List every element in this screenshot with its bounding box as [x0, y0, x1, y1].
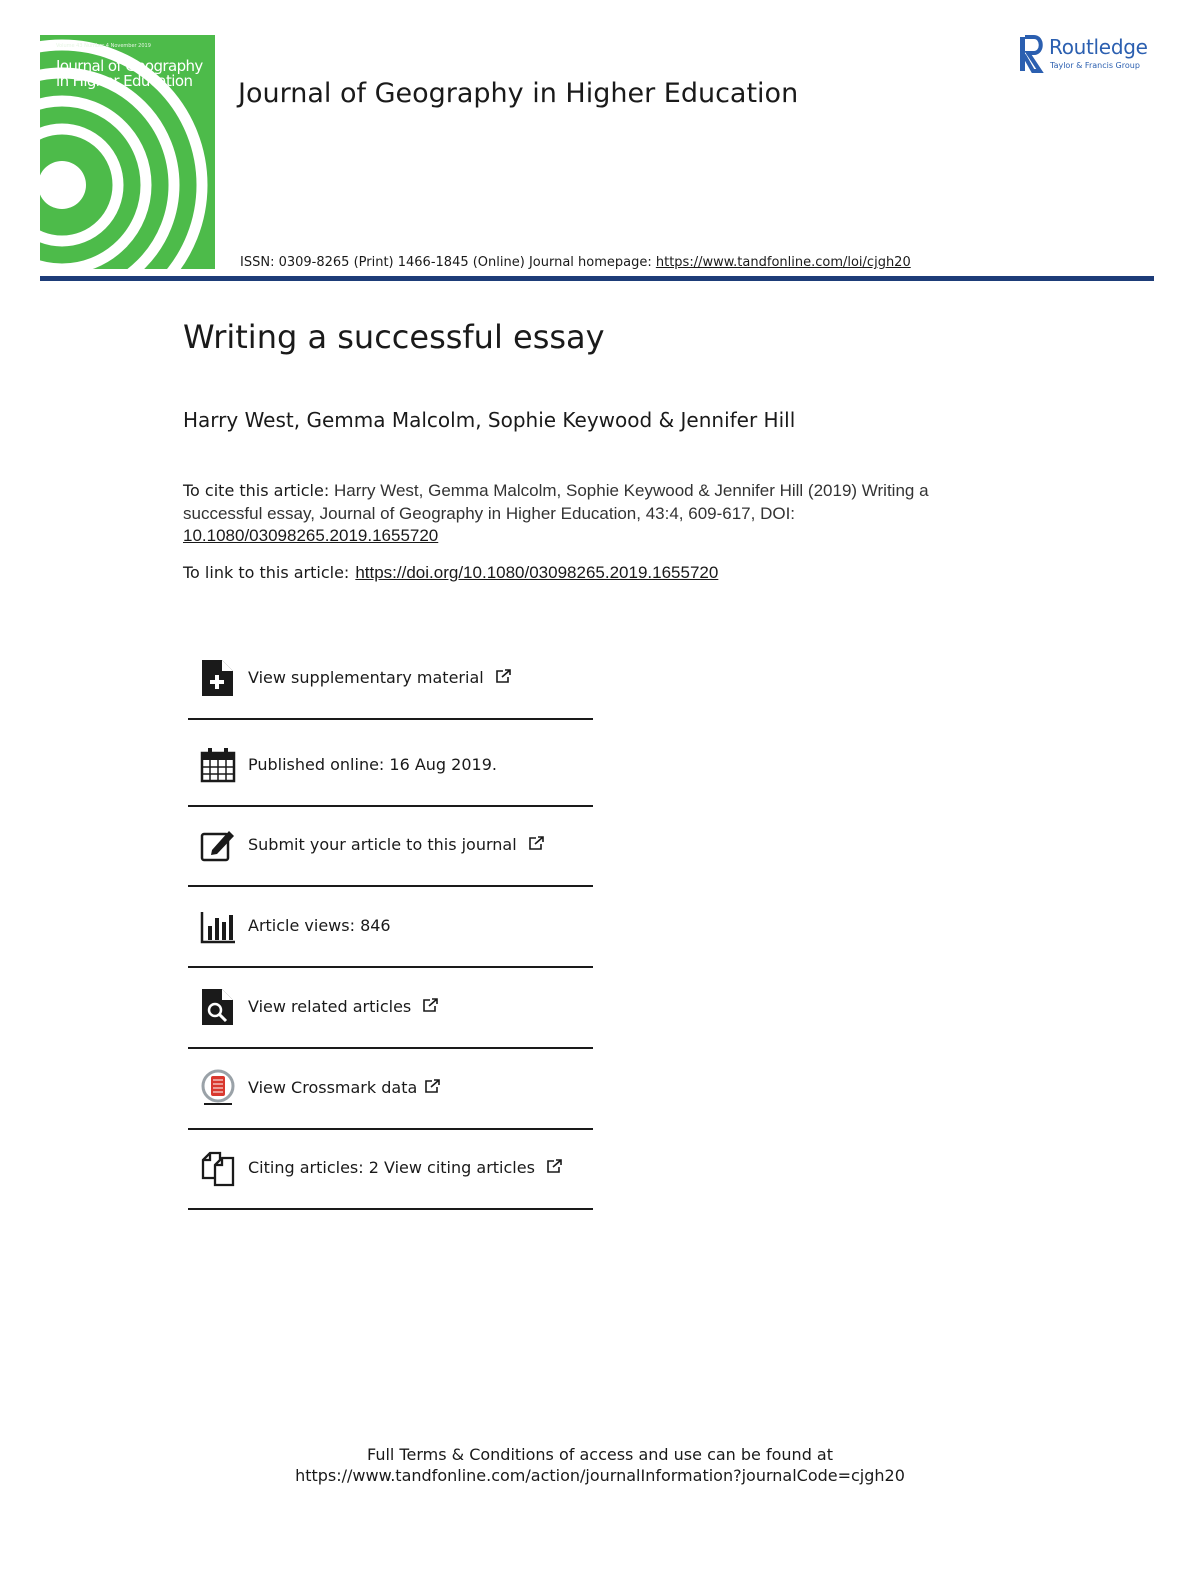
crossmark-label	[248, 1078, 441, 1097]
cite-doi-link[interactable]: 10.1080/03098265.2019.1655720	[183, 526, 439, 545]
related-text: View related articles	[248, 997, 412, 1016]
bar-chart-icon	[200, 906, 236, 946]
published-label: Published online: 16 Aug 2019.	[248, 755, 497, 774]
crossmark-text: View Crossmark data	[248, 1078, 418, 1097]
journal-cover	[40, 35, 215, 287]
crossmark-icon	[200, 1068, 236, 1108]
journal-homepage-link[interactable]: https://www.tandfonline.com/loi/cjgh20	[655, 255, 911, 270]
calendar-icon	[200, 745, 236, 785]
submit-row[interactable]	[188, 807, 593, 887]
external-link-icon	[424, 1079, 441, 1094]
link-label: To link to this article:	[183, 563, 350, 582]
submit-text: Submit your article to this journal	[248, 835, 517, 854]
terms-url[interactable]: https://www.tandfonline.com/action/journalInformation?journalCode=cjgh20	[295, 1466, 905, 1485]
terms-line: Full Terms & Conditions of access and use can be found at	[366, 1445, 834, 1464]
search-document-icon	[200, 987, 236, 1027]
routledge-r-icon	[1016, 34, 1046, 74]
article-title: Writing a successful essay	[183, 318, 605, 356]
journal-title: Journal of Geography in Higher Education	[238, 78, 799, 109]
supplementary-text: View supplementary material	[248, 668, 484, 687]
crossmark-row[interactable]	[188, 1050, 593, 1130]
terms-footer	[0, 1444, 1200, 1486]
external-link-icon	[495, 669, 512, 684]
add-file-icon	[200, 658, 236, 698]
supplementary-row[interactable]	[188, 640, 593, 720]
cover-title: Journal of Geography in Higher Education	[56, 57, 203, 90]
external-link-icon	[422, 998, 439, 1013]
cover-publisher: Routledge	[58, 281, 84, 287]
article-authors: Harry West, Gemma Malcolm, Sophie Keywood & Jennifer Hill	[183, 408, 796, 432]
views-label: Article views: 846	[248, 916, 391, 935]
supplementary-label	[248, 668, 512, 687]
views-row	[188, 888, 593, 968]
edit-icon	[200, 825, 236, 865]
copy-icon	[200, 1148, 236, 1188]
citing-row[interactable]	[188, 1130, 593, 1210]
cite-text: Harry West, Gemma Malcolm, Sophie Keywood & Jennifer Hill (2019) Writing a successful essay, Journal of Geography in Higher Education, 43:4, 609-617, DOI:	[183, 481, 929, 523]
published-row	[188, 727, 593, 807]
related-label	[248, 997, 439, 1016]
cite-label: To cite this article:	[183, 481, 330, 500]
article-doi-url[interactable]: https://doi.org/10.1080/03098265.2019.1655720	[355, 563, 719, 582]
external-link-icon	[546, 1159, 563, 1174]
header-divider	[40, 276, 1154, 281]
citation-block	[183, 480, 983, 548]
routledge-name: Routledge	[1049, 35, 1148, 59]
external-link-icon	[528, 836, 545, 851]
routledge-tagline: Taylor & Francis Group	[1050, 61, 1140, 70]
issn-line	[240, 255, 911, 270]
related-row[interactable]	[188, 969, 593, 1049]
article-link-line	[183, 563, 718, 583]
citing-text: Citing articles: 2 View citing articles	[248, 1158, 535, 1177]
citing-label	[248, 1158, 563, 1177]
issn-text: ISSN: 0309-8265 (Print) 1466-1845 (Online) Journal homepage:	[240, 255, 656, 270]
cover-volume-line: Volume 43 Number 4 November 2019	[56, 43, 151, 49]
submit-label	[248, 835, 545, 854]
routledge-logo	[1016, 34, 1156, 76]
